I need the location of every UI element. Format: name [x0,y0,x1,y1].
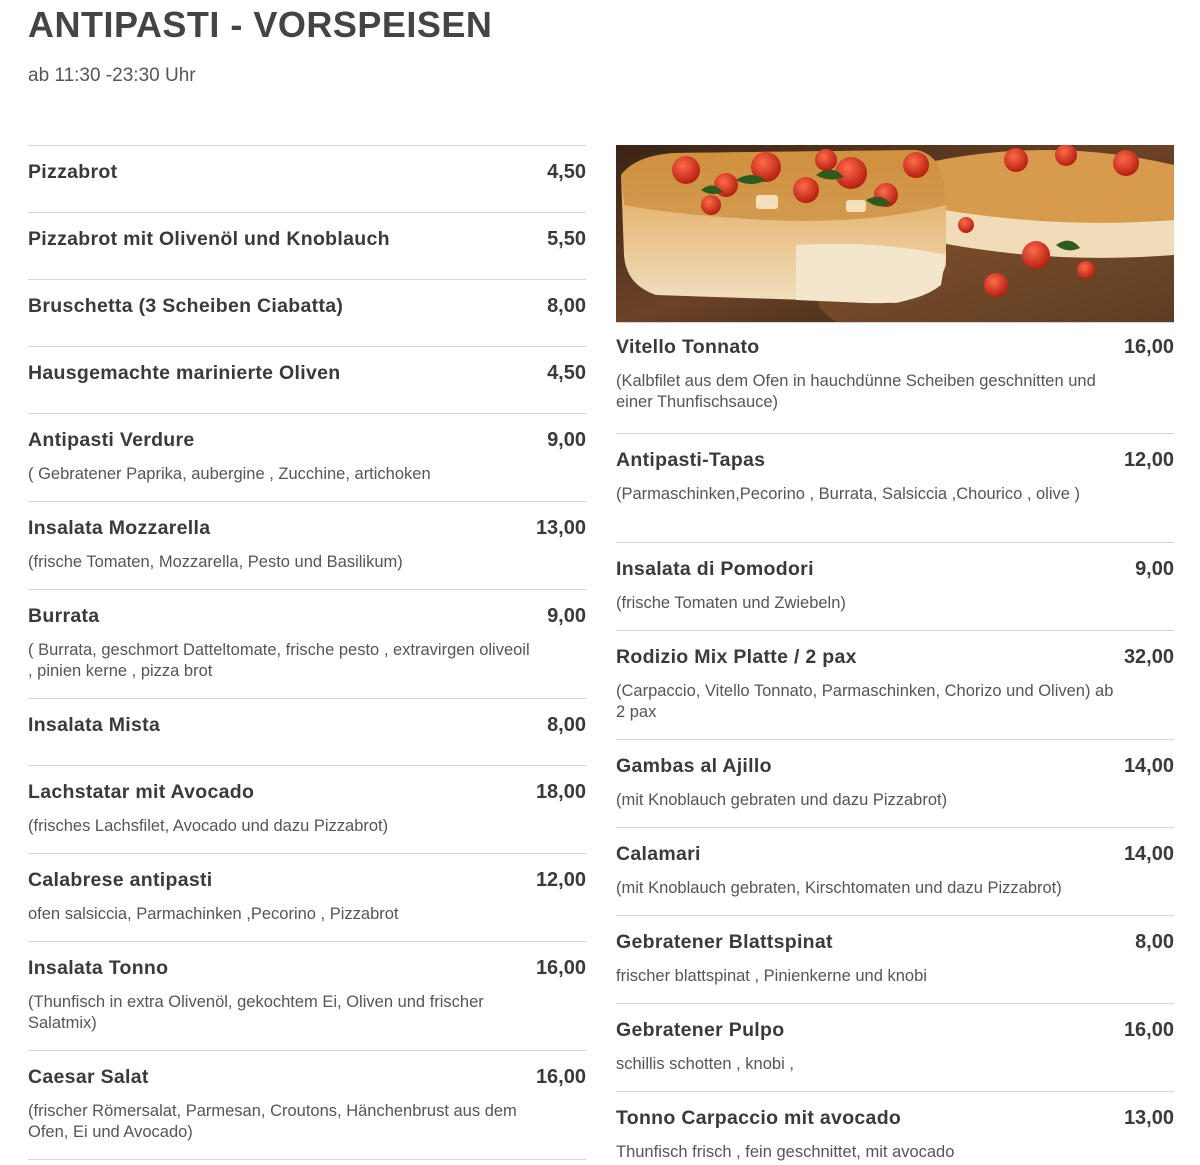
menu-item [28,346,586,413]
item-name: Gebratener Blattspinat [616,931,833,953]
item-description: (Kalbfilet aus dem Ofen in hauchdünne Scheiben geschnitten und einer Thunfischsauce) [616,372,1096,411]
item-name: Tonno Carpaccio mit avocado [616,1107,902,1129]
menu-item [616,630,1174,739]
menu-item [616,1091,1174,1165]
item-price: 16,00 [535,957,586,979]
menu-item [616,542,1174,630]
item-description: (frisches Lachsfilet, Avocado und dazu Pizzabrot) [28,817,389,835]
item-description: frischer blattspinat , Pinienkerne und knobi [616,967,927,985]
menu-item [28,941,586,1050]
item-description: (mit Knoblauch gebraten, Kirschtomaten und dazu Pizzabrot) [616,879,1062,897]
item-price: 9,00 [547,429,586,451]
item-price: 9,00 [1135,558,1174,580]
menu-column-left [28,145,586,1160]
item-name: Caesar Salat [28,1066,149,1088]
menu-item [28,413,586,501]
bruschetta-photo [616,145,1174,323]
item-price: 18,00 [535,781,586,803]
item-price: 4,50 [547,362,586,384]
item-price: 13,00 [535,517,586,539]
item-description: (frische Tomaten und Zwiebeln) [616,594,846,612]
item-name: Antipasti Verdure [28,429,195,451]
menu-item [616,1003,1174,1091]
menu-item [28,212,586,279]
item-description: ( Gebratener Paprika, aubergine , Zucchine, artichoken [28,465,431,483]
item-price: 16,00 [1123,336,1174,358]
menu-item [28,853,586,941]
menu-item [28,501,586,589]
item-name: Insalata di Pomodori [616,558,814,580]
divider [28,1159,586,1160]
item-name: Insalata Tonno [28,957,169,979]
menu-item [28,589,586,698]
menu-item [616,739,1174,827]
item-price: 16,00 [535,1066,586,1088]
item-description: (Parmaschinken,Pecorino , Burrata, Salsiccia ,Chourico , olive ) [616,485,1081,503]
item-price: 5,50 [547,228,586,250]
item-price: 4,50 [547,161,586,183]
item-name: Gambas al Ajillo [616,755,772,777]
menu-item [28,145,586,212]
item-description: (Thunfisch in extra Olivenöl, gekochtem Ei, Oliven und frischer Salatmix) [28,993,484,1032]
item-name: Hausgemachte marinierte Oliven [28,362,341,384]
opening-hours: ab 11:30 -23:30 Uhr [28,65,196,86]
item-description: (Carpaccio, Vitello Tonnato, Parmaschinken, Chorizo und Oliven) ab 2 pax [616,682,1114,721]
item-price: 8,00 [547,295,586,317]
item-description: Thunfisch frisch , fein geschnittet, mit avocado [616,1143,955,1161]
menu-item [28,1050,586,1159]
item-name: Pizzabrot mit Olivenöl und Knoblauch [28,228,390,250]
item-name: Rodizio Mix Platte / 2 pax [616,646,857,668]
item-price: 12,00 [1123,449,1174,471]
item-description: (frische Tomaten, Mozzarella, Pesto und Basilikum) [28,553,403,571]
item-price: 9,00 [547,605,586,627]
item-name: Calamari [616,843,701,865]
bruschetta-image [616,145,1174,322]
item-name: Antipasti-Tapas [616,449,766,471]
menu-item [28,698,586,765]
item-description: schillis schotten , knobi , [616,1055,794,1073]
menu-item [28,279,586,346]
menu-column-right [616,145,1174,1165]
item-name: Calabrese antipasti [28,869,213,891]
item-description: (mit Knoblauch gebraten und dazu Pizzabrot) [616,791,948,809]
menu-item [616,323,1174,433]
item-price: 8,00 [547,714,586,736]
item-price: 12,00 [535,869,586,891]
item-price: 32,00 [1123,646,1174,668]
menu-item [616,433,1174,542]
menu-item [616,915,1174,1003]
item-price: 14,00 [1123,843,1174,865]
menu-item [28,765,586,853]
item-name: Insalata Mozzarella [28,517,211,539]
item-price: 16,00 [1123,1019,1174,1041]
item-name: Vitello Tonnato [616,336,760,358]
page-title: ANTIPASTI - VORSPEISEN [28,4,493,45]
item-description: (frischer Römersalat, Parmesan, Croutons, Hänchenbrust aus dem Ofen, Ei und Avocado) [28,1102,517,1141]
item-name: Pizzabrot [28,161,118,183]
item-price: 8,00 [1135,931,1174,953]
item-price: 13,00 [1123,1107,1174,1129]
item-name: Bruschetta (3 Scheiben Ciabatta) [28,295,344,317]
menu-item [616,827,1174,915]
item-name: Burrata [28,605,100,627]
item-price: 14,00 [1123,755,1174,777]
item-description: ( Burrata, geschmort Datteltomate, frische pesto , extravirgen oliveoil , pinien kerne , pizza brot [28,641,530,680]
item-description: ofen salsiccia, Parmachinken ,Pecorino , Pizzabrot [28,905,399,923]
item-name: Lachstatar mit Avocado [28,781,255,803]
item-name: Insalata Mista [28,714,161,736]
item-name: Gebratener Pulpo [616,1019,785,1041]
